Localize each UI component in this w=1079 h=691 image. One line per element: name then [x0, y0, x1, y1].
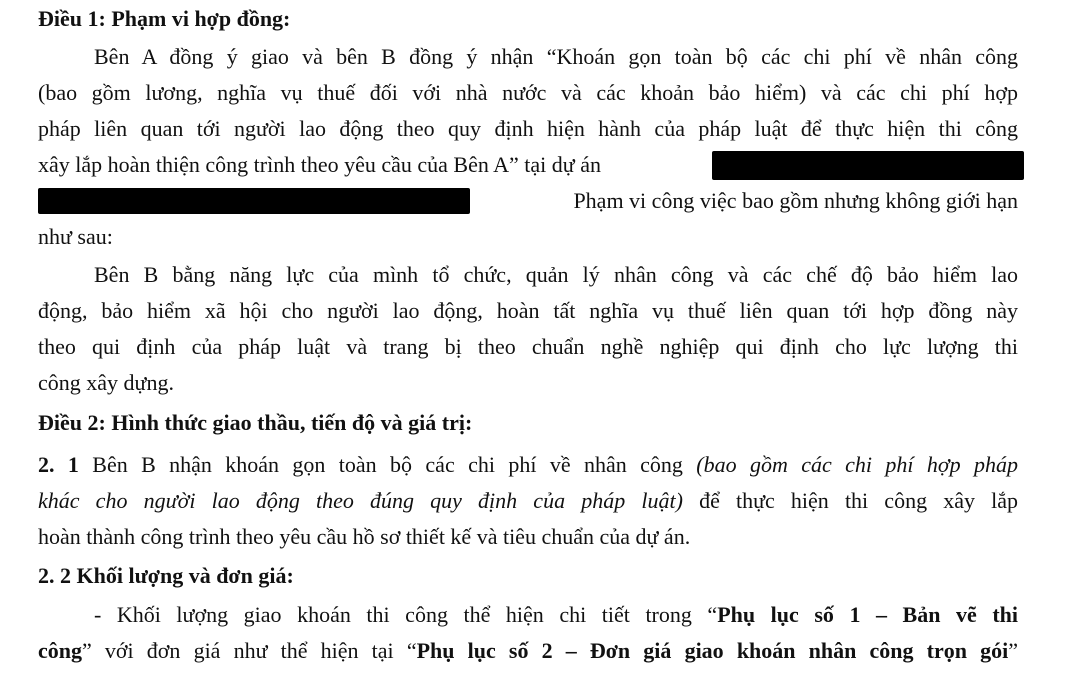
section-2-1-line-3: hoàn thành công trình theo yêu cầu hồ sơ thiết kế và tiêu chuẩn của dự án.	[38, 524, 691, 549]
article-2-heading: Điều 2: Hình thức giao thầu, tiến độ và giá trị:	[38, 410, 473, 435]
article-1-paragraph-2-line-1: Bên B bằng năng lực của mình tổ chức, quản lý nhân công và các chế độ bảo hiểm lao	[94, 262, 1018, 287]
article-1-paragraph-1-line-2: (bao gồm lương, nghĩa vụ thuế đối với nhà nước và các khoản bảo hiểm) và các chi phí hợp	[38, 80, 1018, 105]
section-2-1-number: 2. 1	[38, 452, 79, 477]
section-2-2-line-1: - Khối lượng giao khoán thi công thể hiện chi tiết trong “Phụ lục số 1 – Bản vẽ thi	[94, 602, 1019, 627]
article-1-paragraph-1-line-4: xây lắp hoàn thiện công trình theo yêu cầu của Bên A” tại dự án	[38, 152, 601, 177]
article-1-paragraph-1-line-5: Phạm vi công việc bao gồm nhưng không giới hạn	[573, 188, 1018, 213]
article-1-paragraph-1-line-1: Bên A đồng ý giao và bên B đồng ý nhận “Khoán gọn toàn bộ các chi phí về nhân công	[94, 44, 1018, 69]
redaction-mark	[712, 151, 1024, 180]
article-1-paragraph-1-line-6: như sau:	[38, 224, 113, 249]
article-1-paragraph-2-line-4: công xây dựng.	[38, 370, 174, 395]
section-2-2-line-2: công” với đơn giá như thể hiện tại “Phụ lục số 2 – Đơn giá giao khoán nhân công trọn gói”	[38, 638, 1018, 663]
article-1-paragraph-2-line-2: động, bảo hiểm xã hội cho người lao động, hoàn tất nghĩa vụ thuế liên quan tới hợp đồng này	[38, 298, 1018, 323]
article-1-heading: Điều 1: Phạm vi hợp đồng:	[38, 6, 291, 31]
article-1-paragraph-1-line-3: pháp liên quan tới người lao động theo quy định hiện hành của pháp luật để thực hiện thi công	[38, 116, 1018, 141]
section-2-1-line-2: khác cho người lao động theo đúng quy định của pháp luật) để thực hiện thi công xây lắp	[38, 488, 1019, 513]
section-2-1-line-1: 2. 1 Bên B nhận khoán gọn toàn bộ các chi phí về nhân công (bao gồm các chi phí hợp pháp	[38, 452, 1018, 477]
article-1-paragraph-2-line-3: theo qui định của pháp luật và trang bị theo chuẩn nghề nghiệp qui định cho lực lượng thi	[38, 334, 1018, 359]
section-2-2-heading: 2. 2 Khối lượng và đơn giá:	[38, 563, 294, 588]
redaction-mark	[38, 188, 470, 214]
